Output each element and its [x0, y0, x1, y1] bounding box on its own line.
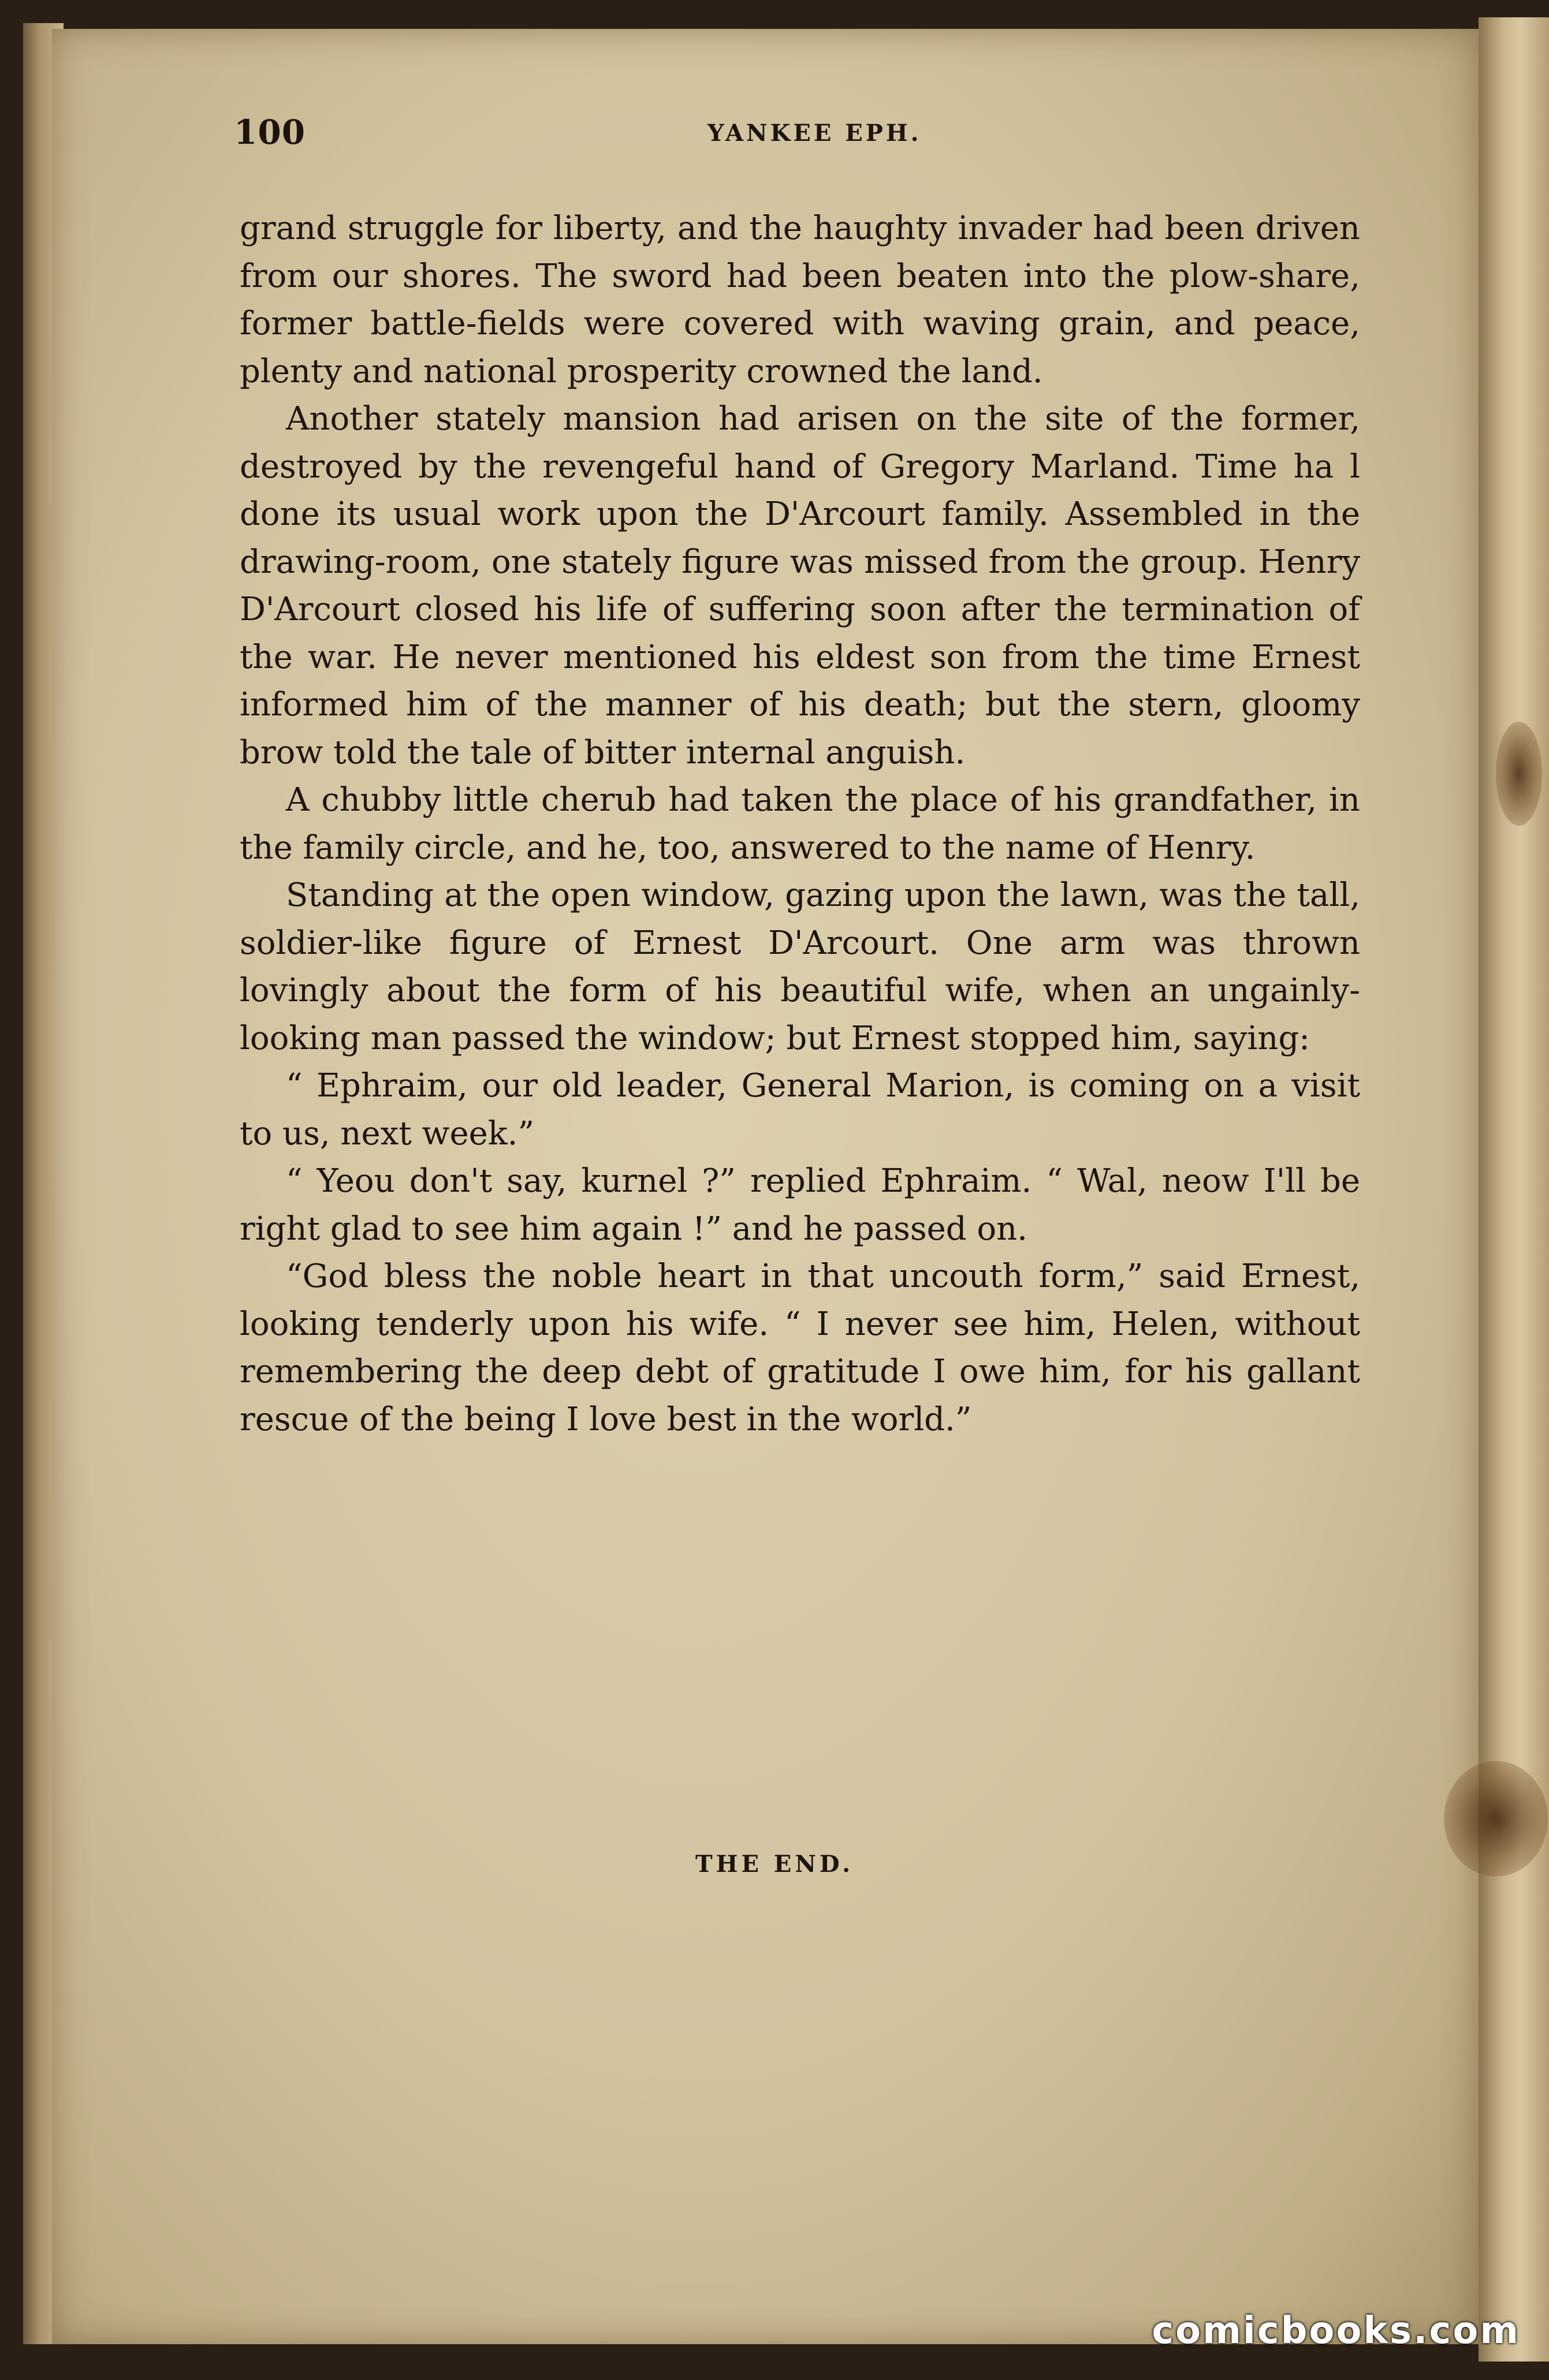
site-watermark: comicbooks.com [1152, 2310, 1520, 2352]
next-page-edge [1479, 17, 1549, 2362]
body-text [240, 205, 1360, 1443]
page-stain [1496, 722, 1542, 826]
paragraph: “ Yeou don't say, kurnel ?” replied Ephraim. “ Wal, neow I'll be right glad to see him again !” and he passed on. [240, 1162, 1360, 1248]
paragraph: A chubby little cherub had taken the place of his grandfather, in the family circle, and he, too, answered to the name of Henry. [240, 781, 1360, 867]
the-end-label: THE END. [695, 1851, 854, 1878]
page-header [234, 113, 1366, 159]
running-head: YANKEE EPH. [708, 120, 922, 147]
paragraph: Another stately mansion had arisen on the site of the former, destroyed by the revengeful hand of Gregory Marland. Time ha l done its usual work upon the D'Arcourt family. Assembled in the drawing-room, one stately figure was missed from the group. Henry D'Arcourt closed his life of suffering soon after the termination of the war. He never mentioned his eldest son from the time Ernest informed him of the manner of his death; but the stern, gloomy brow told the tale of bitter internal anguish. [240, 400, 1360, 771]
paragraph: grand struggle for liberty, and the haughty invader had been driven from our shores. The sword had been beaten into the plow-share, former battle-fields were covered with waving grain, and peace, plenty and national prosperity crowned the land. [240, 210, 1360, 390]
page-number: 100 [234, 113, 306, 152]
paragraph: “God bless the noble heart in that uncouth form,” said Ernest, looking tenderly upon his wife. “ I never see him, Helen, without remembering the deep debt of gratitude I owe him, for his gallant rescue of the being I love best in the world.” [240, 1258, 1360, 1438]
paragraph: Standing at the open window, gazing upon the lawn, was the tall, soldier-like figure of Ernest D'Arcourt. One arm was thrown lovingly about the form of his beautiful wife, when an ungainly-looking man passed the window; but Ernest stopped him, saying: [240, 876, 1360, 1057]
paragraph: “ Ephraim, our old leader, General Marion, is coming on a visit to us, next week.” [240, 1067, 1360, 1152]
